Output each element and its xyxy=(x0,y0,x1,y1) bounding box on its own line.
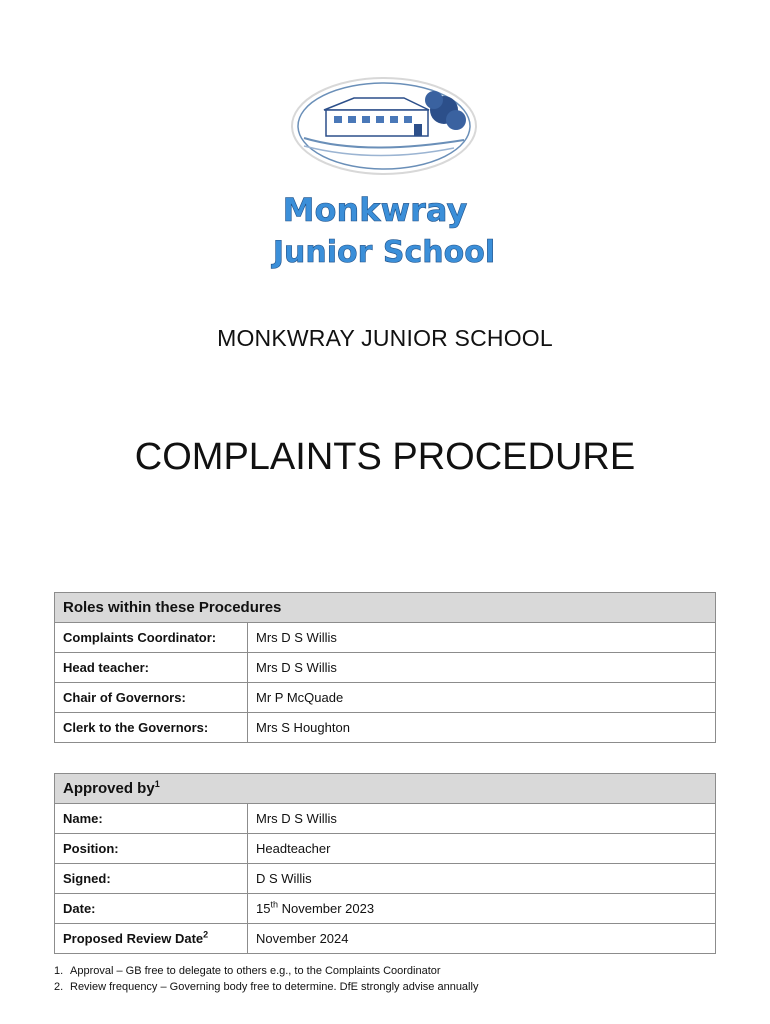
approval-header-text: Approved by xyxy=(63,780,155,797)
logo-text-line2: Junior School xyxy=(272,235,496,270)
position-label: Position: xyxy=(55,834,248,864)
logo-emblem xyxy=(264,76,508,276)
role-label: Chair of Governors: xyxy=(55,683,248,713)
footnote xyxy=(54,963,734,979)
name-label: Name: xyxy=(55,804,248,834)
footnote-text: Approval – GB free to delegate to others e.g., to the Complaints Coordinator xyxy=(70,965,441,977)
role-label: Head teacher: xyxy=(55,653,248,683)
date-label: Date: xyxy=(55,894,248,924)
approval-table-header xyxy=(55,774,716,804)
table-row xyxy=(55,864,716,894)
date-month-year: November 2023 xyxy=(277,901,375,916)
roles-table-header-row xyxy=(55,593,716,623)
review-date-value: November 2024 xyxy=(248,924,716,954)
footnote xyxy=(54,979,734,995)
signed-value: D S Willis xyxy=(248,864,716,894)
footnote-number: 1. xyxy=(54,965,64,977)
approval-table-header-row xyxy=(55,774,716,804)
position-value: Headteacher xyxy=(248,834,716,864)
role-value: Mrs D S Willis xyxy=(248,623,716,653)
table-row xyxy=(55,894,716,924)
review-date-footnote-ref: 2 xyxy=(203,929,209,940)
role-value: Mr P McQuade xyxy=(248,683,716,713)
table-row xyxy=(55,683,716,713)
date-ordinal: th xyxy=(270,899,278,910)
signed-label: Signed: xyxy=(55,864,248,894)
school-logo xyxy=(264,76,508,276)
table-row xyxy=(55,623,716,653)
document-title: COMPLAINTS PROCEDURE xyxy=(134,436,636,478)
table-row xyxy=(55,924,716,954)
table-row xyxy=(55,653,716,683)
date-day: 15 xyxy=(256,901,271,916)
footnote-text: Review frequency – Governing body free to determine. DfE strongly advise annually xyxy=(70,981,479,993)
role-label: Clerk to the Governors: xyxy=(55,713,248,743)
logo-text-line1: Monkwray xyxy=(282,191,468,229)
footnotes xyxy=(54,963,734,995)
roles-table-header: Roles within these Procedures xyxy=(55,593,716,623)
footnote-number: 2. xyxy=(54,981,64,993)
roles-table xyxy=(54,592,716,743)
approval-header-footnote-ref: 1 xyxy=(154,779,160,789)
role-label: Complaints Coordinator: xyxy=(55,623,248,653)
approval-table xyxy=(54,773,716,954)
table-row xyxy=(55,804,716,834)
table-row xyxy=(55,713,716,743)
role-value: Mrs S Houghton xyxy=(248,713,716,743)
role-value: Mrs D S Willis xyxy=(248,653,716,683)
date-value xyxy=(248,894,716,924)
school-heading: MONKWRAY JUNIOR SCHOOL xyxy=(217,325,553,351)
review-date-label-text: Proposed Review Date xyxy=(63,931,204,946)
review-date-label xyxy=(55,924,248,954)
table-row xyxy=(55,834,716,864)
name-value: Mrs D S Willis xyxy=(248,804,716,834)
